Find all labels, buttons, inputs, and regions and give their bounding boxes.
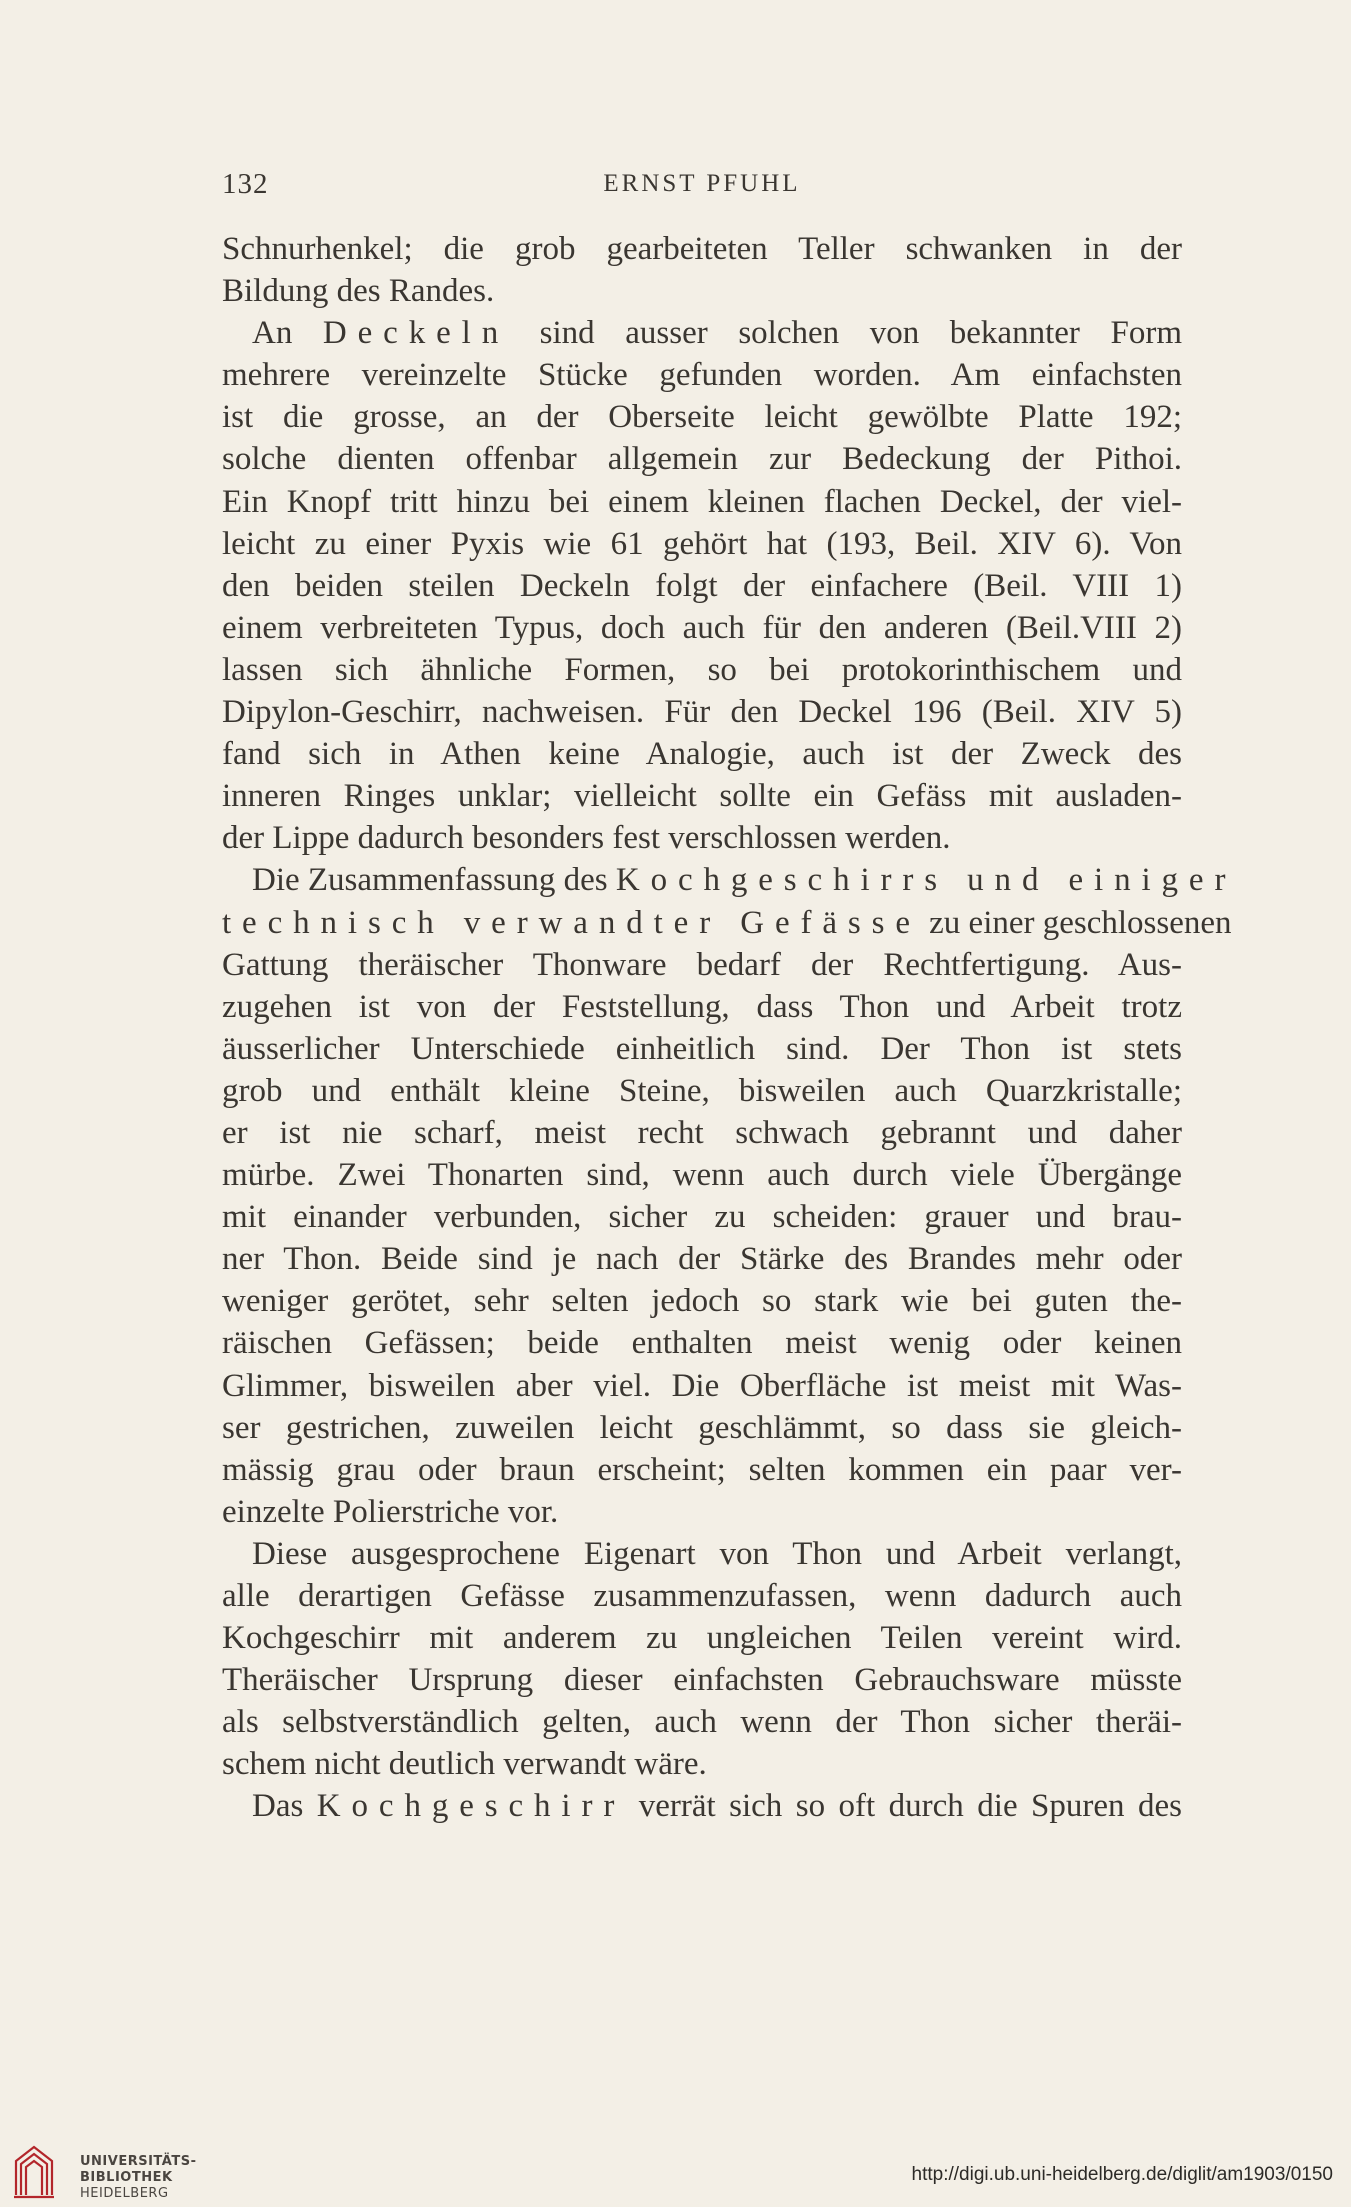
spaced-term: technisch verwandter Gefässe (222, 904, 921, 941)
text-line: ist die grosse, an der Oberseite leicht gewölbte Platte 192; (222, 399, 1182, 436)
text-line: der Lippe dadurch besonders fest verschlossen werden. (222, 820, 951, 857)
running-head (222, 168, 1182, 208)
text-line: er ist nie scharf, meist recht schwach gebrannt und daher (222, 1114, 1182, 1151)
library-name-line: UNIVERSITÄTS- (80, 2154, 197, 2169)
spaced-term: Kochgeschirr (316, 1788, 626, 1825)
text-line (222, 902, 1232, 944)
text-line: mässig grau oder braun erscheint; selten kommen ein paar ver- (222, 1451, 1182, 1488)
spaced-term: Deckeln (322, 315, 510, 352)
text-line: lassen sich ähnliche Formen, so bei protokorinthischem und (222, 651, 1182, 688)
text-line: den beiden steilen Deckeln folgt der einfachere (Beil. VIII 1) (222, 567, 1182, 604)
library-name (80, 2154, 196, 2202)
text-line: fand sich in Athen keine Analogie, auch ist der Zweck des (222, 736, 1182, 773)
text-line: ner Thon. Beide sind je nach der Stärke des Brandes mehr oder (222, 1241, 1182, 1278)
text-line: Theräischer Ursprung dieser einfachsten Gebrauchsware müsste (222, 1662, 1182, 1699)
text-line: äusserlicher Unterschiede einheitlich sind. Der Thon ist stets (222, 1030, 1182, 1067)
text-line: mürbe. Zwei Thonarten sind, wenn auch durch viele Übergänge (222, 1157, 1182, 1194)
text-segment: zu einer geschlossenen (920, 904, 1232, 941)
text-line: leicht zu einer Pyxis wie 61 gehört hat (193, Beil. XIV 6). Von (222, 525, 1182, 562)
text-line: inneren Ringes unklar; vielleicht sollte ein Gefäss mit ausladen- (222, 778, 1182, 815)
text-line: ser gestrichen, zuweilen leicht geschlämmt, so dass sie gleich- (222, 1409, 1182, 1446)
text-line: Ein Knopf tritt hinzu bei einem kleinen flachen Deckel, der viel- (222, 483, 1182, 520)
text-line: Kochgeschirr mit anderem zu ungleichen Teilen vereint wird. (222, 1620, 1182, 1657)
text-line: weniger gerötet, sehr selten jedoch so stark wie bei guten the- (222, 1283, 1182, 1320)
text-segment: sind ausser solchen von bekannter Form (509, 315, 1182, 352)
text-line: zugehen ist von der Feststellung, dass Thon und Arbeit trotz (222, 988, 1182, 1025)
body-text (222, 228, 1237, 1828)
text-line: grob und enthält kleine Steine, bisweilen auch Quarzkristalle; (222, 1072, 1182, 1109)
text-line: einzelte Polierstriche vor. (222, 1493, 559, 1530)
library-name-line: BIBLIOTHEK (80, 2170, 173, 2185)
text-line (222, 859, 1237, 901)
library-logo-icon (12, 2143, 56, 2199)
text-line: Bildung des Randes. (222, 273, 495, 310)
text-line: räischen Gefässen; beide enthalten meist wenig oder keinen (222, 1325, 1182, 1362)
text-line (222, 1785, 1182, 1827)
text-segment: An (252, 315, 323, 352)
text-line: Gattung theräischer Thonware bedarf der Rechtfertigung. Aus- (222, 946, 1182, 983)
text-line: als selbstverständlich gelten, auch wenn der Thon sicher theräi- (222, 1704, 1182, 1741)
source-url-link[interactable]: http://digi.ub.uni-heidelberg.de/diglit/am1903/0150 (911, 2164, 1333, 2185)
text-line: einem verbreiteten Typus, doch auch für den anderen (Beil.VIII 2) (222, 609, 1182, 646)
text-line: Glimmer, bisweilen aber viel. Die Oberfläche ist meist mit Was- (222, 1367, 1182, 1404)
text-line (222, 312, 1182, 354)
spaced-term: Kochgeschirrs und einiger (615, 862, 1237, 899)
text-segment: verrät sich so oft durch die Spuren des (625, 1788, 1183, 1825)
page-number: 132 (222, 168, 269, 200)
text-line: Dipylon-Geschirr, nachweisen. Für den Deckel 196 (Beil. XIV 5) (222, 694, 1182, 731)
footer-bar (0, 2140, 1351, 2207)
running-title: ERNST PFUHL (603, 170, 801, 197)
text-line: mit einander verbunden, sicher zu scheiden: grauer und brau- (222, 1199, 1182, 1236)
text-segment: Das (252, 1788, 317, 1825)
library-name-line: HEIDELBERG (80, 2186, 169, 2201)
text-line: schem nicht deutlich verwandt wäre. (222, 1746, 707, 1783)
text-line: mehrere vereinzelte Stücke gefunden worden. Am einfachsten (222, 357, 1182, 394)
text-line: Schnurhenkel; die grob gearbeiteten Teller schwanken in der (222, 231, 1182, 267)
text-segment: Die Zusammenfassung des (252, 862, 616, 899)
text-line: solche dienten offenbar allgemein zur Bedeckung der Pithoi. (222, 441, 1182, 478)
text-line: alle derartigen Gefässe zusammenzufassen, wenn dadurch auch (222, 1578, 1182, 1614)
text-line: Diese ausgesprochene Eigenart von Thon und Arbeit verlangt, (252, 1535, 1182, 1572)
